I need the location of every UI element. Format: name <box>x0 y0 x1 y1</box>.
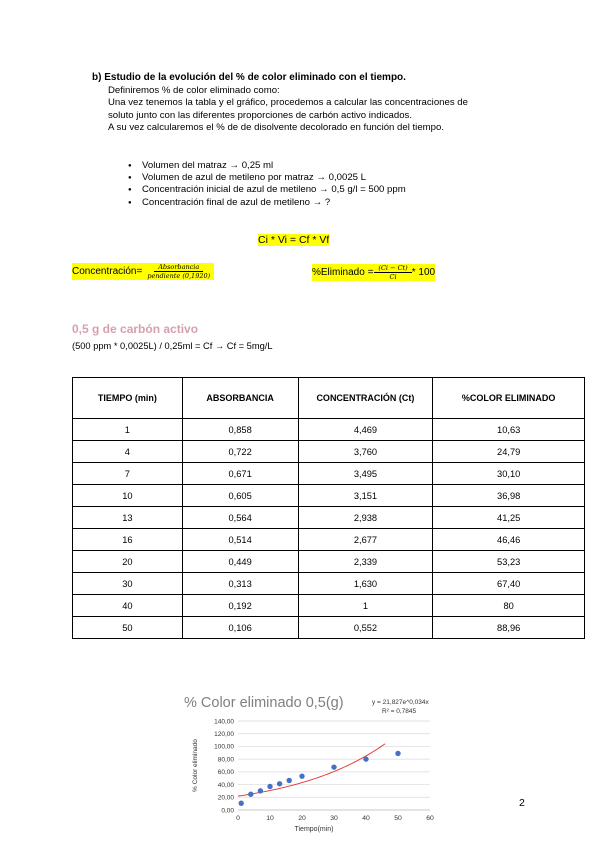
table-row <box>73 551 585 573</box>
table-row <box>73 529 585 551</box>
table-body <box>73 419 585 639</box>
table-cell: 0,514 <box>182 529 298 551</box>
data-point <box>287 778 292 783</box>
table-row <box>73 617 585 639</box>
header-tiempo: TIEMPO (min) <box>73 378 183 419</box>
table-cell: 41,25 <box>433 507 585 529</box>
y-tick-label: 60,00 <box>217 769 234 777</box>
x-tick-label: 50 <box>394 815 402 822</box>
section-b <box>92 72 552 135</box>
page-number: 2 <box>519 797 525 809</box>
table-cell: 67,40 <box>433 573 585 595</box>
y-tick-label: 140,00 <box>214 718 234 726</box>
data-point <box>363 756 368 761</box>
y-axis-label: % Color eliminado <box>192 739 199 792</box>
x-tick-label: 10 <box>266 815 274 822</box>
trendline-r2: R² = 0,7845 <box>382 708 417 715</box>
table-cell: 40 <box>73 595 183 617</box>
table-cell: 2,339 <box>298 551 433 573</box>
table-row <box>73 463 585 485</box>
data-point <box>248 792 253 797</box>
data-point <box>267 784 272 789</box>
x-tick-label: 0 <box>236 815 240 822</box>
table-cell: 4 <box>73 441 183 463</box>
parameter-list <box>128 160 406 209</box>
header-concentracion: CONCENTRACIÓN (Ct) <box>298 378 433 419</box>
table-cell: 30,10 <box>433 463 585 485</box>
section-line-1: Definiremos % de color eliminado como: <box>108 84 280 96</box>
data-point <box>331 764 336 769</box>
trendline-equation: y = 21,827e^0,034x <box>372 699 429 706</box>
x-tick-label: 30 <box>330 815 338 822</box>
table-cell: 4,469 <box>298 419 433 441</box>
table-cell: 3,151 <box>298 485 433 507</box>
elimination-label: %Eliminado = <box>312 267 374 278</box>
list-item: ● Concentración inicial de azul de metileno → 0,5 g/l = 500 ppm <box>128 184 406 196</box>
table-cell: 13 <box>73 507 183 529</box>
table-cell: 0,605 <box>182 485 298 507</box>
section-line-3: soluto junto con las diferentes proporciones de carbón activo indicados. <box>108 109 412 121</box>
x-tick-label: 20 <box>298 815 306 822</box>
table-row <box>73 595 585 617</box>
data-point <box>277 781 282 786</box>
y-tick-label: 80,00 <box>217 756 234 764</box>
subsection-calc: (500 ppm * 0,0025L) / 0,25ml = Cf → Cf = 5mg/L <box>72 341 273 351</box>
table-cell: 1,630 <box>298 573 433 595</box>
elimination-fraction <box>374 264 411 281</box>
table-cell: 0,564 <box>182 507 298 529</box>
section-heading: b) Estudio de la evolución del % de color eliminado con el tiempo. <box>92 72 406 83</box>
table-cell: 10,63 <box>433 419 585 441</box>
data-point <box>258 788 263 793</box>
table-cell: 50 <box>73 617 183 639</box>
list-item: ● Concentración final de azul de metileno → ? <box>128 197 406 209</box>
elimination-formula <box>312 264 435 281</box>
data-point <box>239 801 244 806</box>
table-cell: 10 <box>73 485 183 507</box>
table-cell: 0,671 <box>182 463 298 485</box>
table-row <box>73 507 585 529</box>
x-axis-label: Tiempo(min) <box>294 826 334 833</box>
dilution-formula <box>258 234 329 246</box>
list-item: ● Volumen de azul de metileno por matraz → 0,0025 L <box>128 172 406 184</box>
table-cell: 1 <box>298 595 433 617</box>
data-point <box>395 751 400 756</box>
color-eliminado-chart <box>176 687 446 837</box>
table-cell: 0,552 <box>298 617 433 639</box>
concentration-fraction <box>143 263 214 280</box>
data-point <box>299 773 304 778</box>
subsection-title: 0,5 g de carbón activo <box>72 322 199 336</box>
table-cell: 0,192 <box>182 595 298 617</box>
table-cell: 80 <box>433 595 585 617</box>
section-body <box>92 85 552 135</box>
list-item: ● Volumen del matraz → 0,25 ml <box>128 160 406 172</box>
table-cell: 16 <box>73 529 183 551</box>
fraction-denominator: pendiente (0,1920) <box>147 272 211 280</box>
table-cell: 2,938 <box>298 507 433 529</box>
table-cell: 0,313 <box>182 573 298 595</box>
y-tick-label: 20,00 <box>217 794 234 802</box>
table-cell: 0,449 <box>182 551 298 573</box>
table-cell: 24,79 <box>433 441 585 463</box>
table-header-row <box>73 378 585 419</box>
table-cell: 7 <box>73 463 183 485</box>
y-tick-label: 120,00 <box>214 731 234 739</box>
fraction-denominator: Ci <box>389 273 397 281</box>
table-cell: 0,106 <box>182 617 298 639</box>
fraction-numerator: Absorbancia <box>154 263 203 272</box>
x-tick-label: 40 <box>362 815 370 822</box>
data-table <box>72 377 585 639</box>
table-cell: 20 <box>73 551 183 573</box>
dilution-formula-text: Ci * Vi = Cf * Vf <box>258 234 330 246</box>
x-tick-label: 60 <box>426 815 434 822</box>
table-cell: 88,96 <box>433 617 585 639</box>
table-cell: 46,46 <box>433 529 585 551</box>
y-tick-label: 40,00 <box>217 781 234 789</box>
table-cell: 0,858 <box>182 419 298 441</box>
table-row <box>73 419 585 441</box>
header-color-eliminado: %COLOR ELIMINADO <box>433 378 585 419</box>
concentration-label: Concentración= <box>72 266 143 277</box>
section-line-2: Una vez tenemos la tabla y el gráfico, procedemos a calcular las concentraciones de <box>108 97 468 109</box>
table-cell: 2,677 <box>298 529 433 551</box>
table-row <box>73 485 585 507</box>
table-cell: 1 <box>73 419 183 441</box>
y-tick-label: 0,00 <box>221 807 234 815</box>
table-cell: 30 <box>73 573 183 595</box>
concentration-formula <box>72 263 214 280</box>
table-cell: 0,722 <box>182 441 298 463</box>
table-cell: 3,760 <box>298 441 433 463</box>
fraction-numerator: (Ci − Ct) <box>374 264 411 273</box>
section-line-4: A su vez calcularemos el % de de disolvente decolorado en función del tiempo. <box>108 122 444 134</box>
table-cell: 36,98 <box>433 485 585 507</box>
table-cell: 3,495 <box>298 463 433 485</box>
y-tick-label: 100,00 <box>214 743 234 751</box>
table-row <box>73 441 585 463</box>
header-absorbancia: ABSORBANCIA <box>182 378 298 419</box>
table-row <box>73 573 585 595</box>
table-cell: 53,23 <box>433 551 585 573</box>
chart-title: % Color eliminado 0,5(g) <box>184 695 344 711</box>
elimination-tail: * 100 <box>411 267 436 278</box>
